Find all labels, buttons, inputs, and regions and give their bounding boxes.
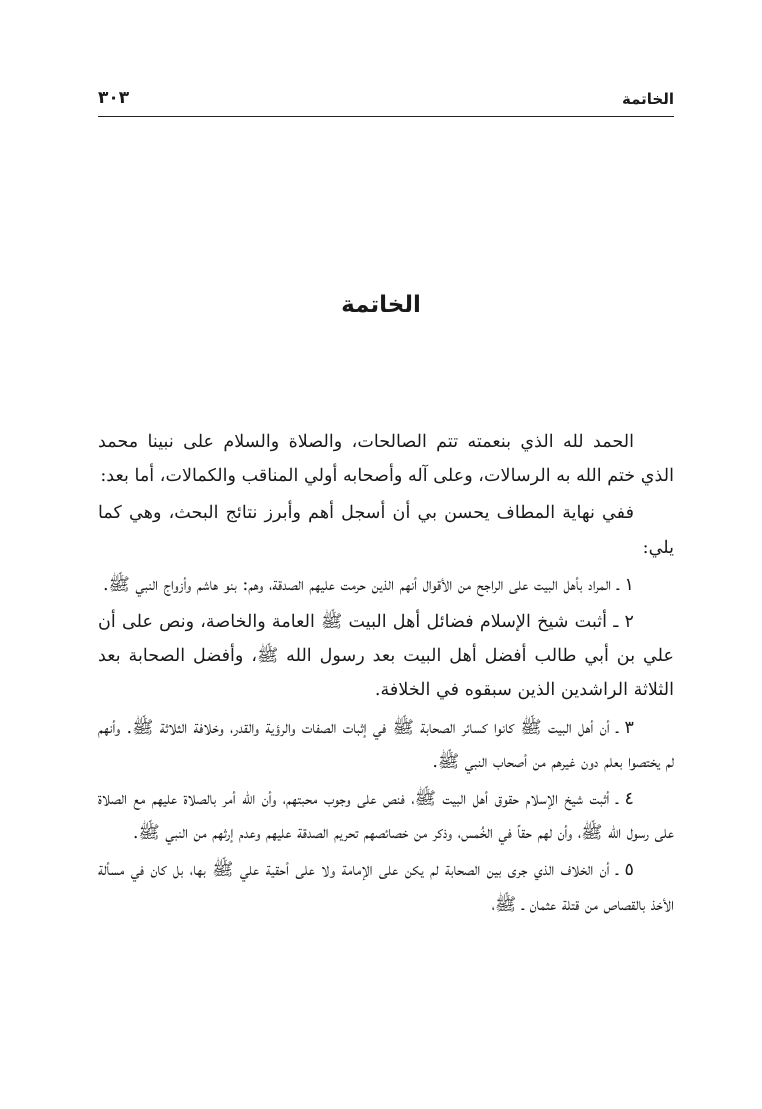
- paragraph-result-5: ٥ ـ أن الخلاف الذي جرى بين الصحابة لم يكن على الإمامة ولا على أحقية علي ﷺ بها، بل كان في مسألة الأخذ بالقصاص من قتلة عثمان ـ ﷺ،: [98, 860, 674, 915]
- page-header: [98, 84, 674, 117]
- chapter-title: الخاتمة: [341, 292, 421, 318]
- paragraph-result-2: ٢ ـ أثبت شيخ الإسلام فضائل أهل البيت ﷺ العامة والخاصة، ونص على أن علي بن أبي طالب أفضل أهل البيت بعد رسول الله ﷺ، وأفضل الصحابة بعد الثلاثة الراشدين الذين سبقوه في الخلافة.: [98, 612, 674, 701]
- running-title: الخاتمة: [621, 90, 674, 108]
- paragraph-result-4: ٤ ـ أثبت شيخ الإسلام حقوق أهل البيت ﷺ، فنص على وجوب محبتهم، وأن الله أمر بالصلاة عليهم مع الصلاة على رسول الله ﷺ، وأن لهم حقاً في الخُمس، وذكر من خصائصهم تحريم الصدقة عليهم وعدم إرثهم من النبي ﷺ.: [98, 789, 674, 844]
- body-text: [98, 425, 674, 922]
- page-number: ٣٠٣: [98, 88, 130, 108]
- paragraph-intro: ففي نهاية المطاف يحسن بي أن أسجل أهم وأبرز نتائج البحث، وهي كما يلي:: [98, 503, 674, 558]
- paragraph-opening: الحمد لله الذي بنعمته تتم الصالحات، والصلاة والسلام على نبينا محمد الذي ختم الله به الرسالات، وعلى آله وأصحابه أولي المناقب والكمالات، أما بعد:: [98, 432, 674, 487]
- paragraph-result-1: ١ ـ المراد بأهل البيت على الراجح من الأقوال أنهم الذين حرمت عليهم الصدقة، وهم: بنو هاشم وأزواج النبي ﷺ.: [102, 574, 634, 595]
- paragraph-result-3: ٣ ـ أن أهل البيت ﷺ كانوا كسائر الصحابة ﷺ في إثبات الصفات والرؤية والقدر، وخلافة الثلاثة ﷺ. وأنهم لم يختصوا بعلم دون غيرهم من أصحاب النبي ﷺ.: [98, 717, 674, 772]
